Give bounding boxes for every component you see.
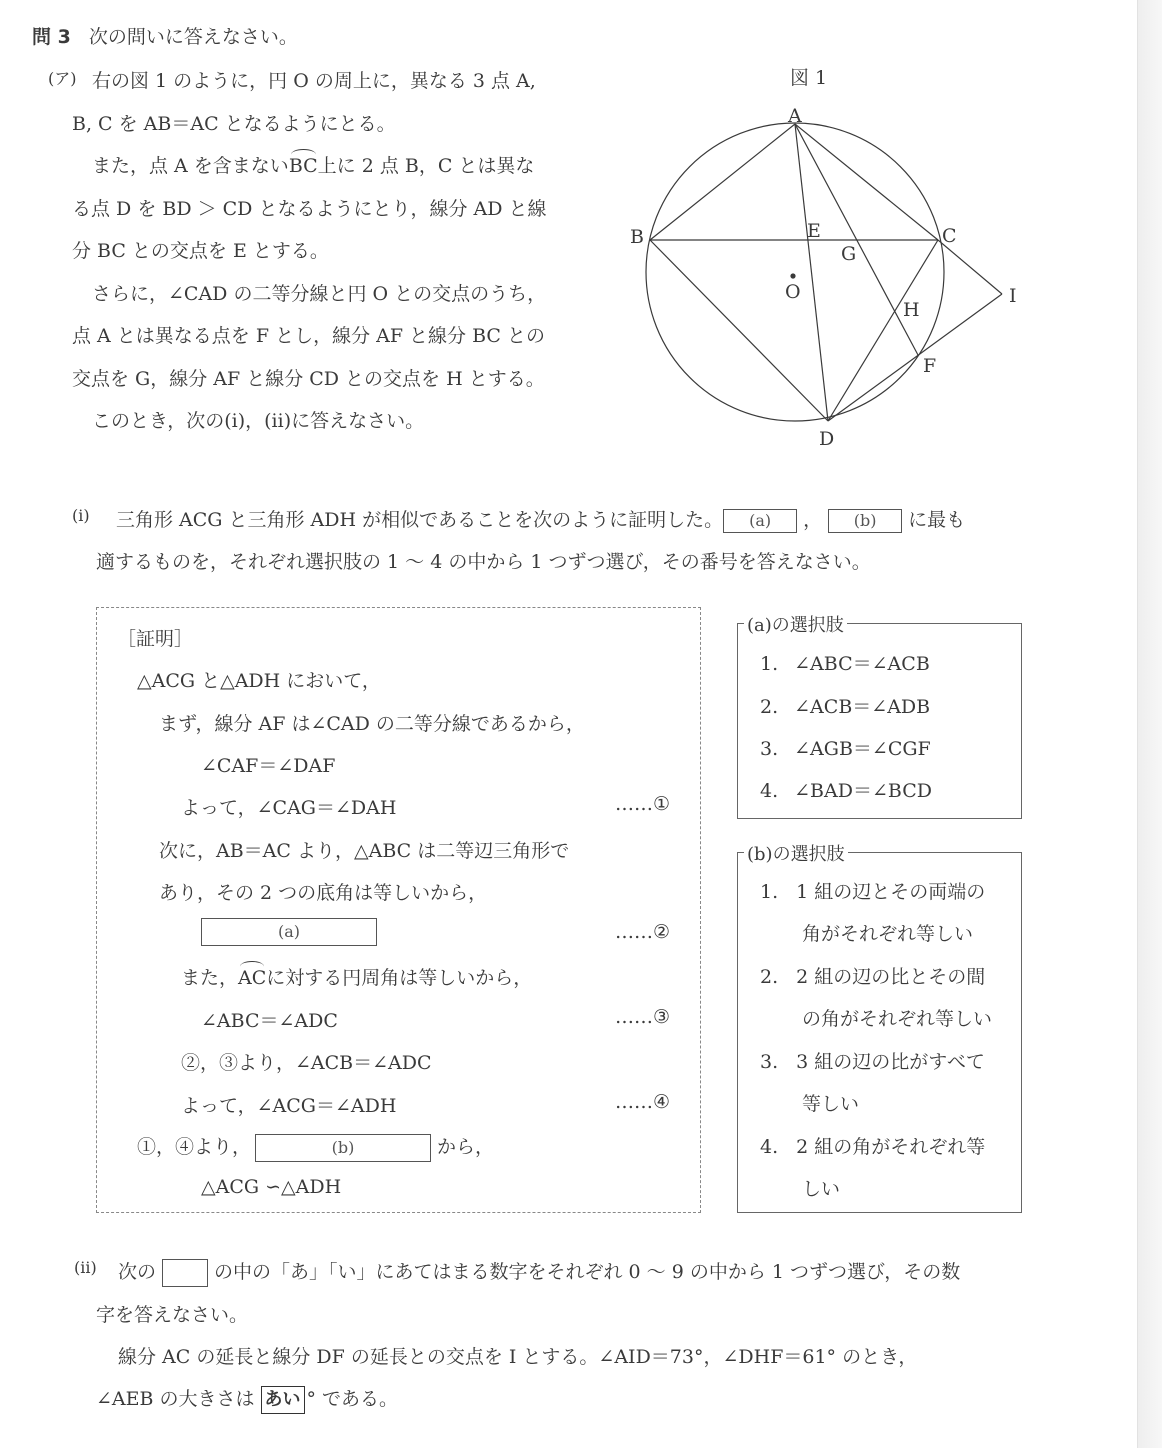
label-d: D xyxy=(819,428,835,450)
choice-b-3-num: 3. xyxy=(760,1051,779,1073)
part-a-line-1: 右の図 1 のように，円 O の周上に，異なる 3 点 A, xyxy=(92,70,536,92)
proof-mark-1: ……① xyxy=(615,793,671,815)
label-c: C xyxy=(942,225,957,247)
sub-i-comma: ， xyxy=(803,509,823,531)
part-a-line-8: 交点を G，線分 AF と線分 CD との交点を H とする。 xyxy=(72,368,545,390)
label-g: G xyxy=(841,243,857,265)
choice-a-1-text: ∠ABC＝∠ACB xyxy=(794,653,930,675)
figure-caption: 図 1 xyxy=(790,67,828,89)
proof-box xyxy=(96,607,701,1213)
proof-title: ［証明］ xyxy=(117,628,194,650)
choice-b-1 xyxy=(760,877,985,904)
proof-blank-a: (a) xyxy=(201,918,377,946)
center-o-dot xyxy=(790,273,795,278)
choice-b-4-line-2: しい xyxy=(802,1178,841,1200)
proof-line-11-pre: ①，④より， xyxy=(137,1136,252,1158)
choice-a-1 xyxy=(760,649,930,676)
choices-b-box xyxy=(737,844,1022,1213)
proof-line-5: 次に，AB＝AC より，△ABC は二等辺三角形で xyxy=(159,840,570,862)
choice-b-2-num: 2. xyxy=(760,966,779,988)
proof-line-11-post: から， xyxy=(437,1136,495,1158)
choice-b-4-line-1: 2 組の角がそれぞれ等 xyxy=(796,1136,986,1158)
proof-line-7 xyxy=(181,963,532,990)
proof-line-12: △ACG ∽△ADH xyxy=(201,1176,342,1198)
sub-ii-line-4 xyxy=(96,1384,398,1414)
choices-a-title: (a)の選択肢 xyxy=(744,611,847,637)
part-a-line-5: 分 BC との交点を E とする。 xyxy=(72,240,329,262)
proof-line-9: ②，③より，∠ACB＝∠ADC xyxy=(181,1052,432,1074)
choice-a-1-num: 1. xyxy=(760,653,779,675)
sub-ii-line-3: 線分 AC の延長と線分 DF の延長との交点を I とする。∠AID＝73°，∠DHF＝61° のとき， xyxy=(118,1346,918,1368)
proof-line-11 xyxy=(137,1132,494,1162)
proof-mark-3: ……③ xyxy=(615,1006,671,1028)
sub-i-line-1 xyxy=(116,505,965,533)
part-a-line-2: B, C を AB＝AC となるようにとる。 xyxy=(72,113,396,135)
proof-line-1: △ACG と△ADH において， xyxy=(137,670,381,692)
part-a-line-3 xyxy=(92,151,534,178)
choice-a-3-text: ∠AGB＝∠CGF xyxy=(794,738,931,760)
proof-line-8: ∠ABC＝∠ADC xyxy=(201,1010,338,1032)
choice-b-4 xyxy=(760,1132,985,1159)
sub-i-line-1-pre: 三角形 ACG と三角形 ADH が相似であることを次のように証明した。 xyxy=(116,509,724,531)
proof-line-4: よって，∠CAG＝∠DAH xyxy=(181,797,397,819)
choice-b-2-line-2: の角がそれぞれ等しい xyxy=(802,1008,993,1030)
arc-bc: BC xyxy=(288,155,318,177)
question-header xyxy=(32,22,298,49)
choice-b-2-line-1: 2 組の辺の比とその間 xyxy=(796,966,986,988)
sub-ii-line-1-post: の中の「あ」「い」にあてはまる数字をそれぞれ 0 ～ 9 の中から 1 つずつ選び，その数 xyxy=(214,1261,961,1283)
proof-blank-a-wrap xyxy=(201,918,377,946)
figure-lines xyxy=(646,123,1002,421)
label-o: O xyxy=(785,281,801,303)
sub-i-line-2: 適するものを，それぞれ選択肢の 1 ～ 4 の中から 1 つずつ選び，その番号を答えなさい。 xyxy=(96,551,871,573)
proof-line-6: あり，その 2 つの底角は等しいから， xyxy=(159,882,488,904)
proof-line-7-pre: また， xyxy=(181,967,239,989)
choice-b-3-line-2: 等しい xyxy=(802,1093,860,1115)
choice-a-4 xyxy=(760,776,932,803)
question-number: 問 3 xyxy=(32,26,71,48)
sub-ii-line-4-post: ° である。 xyxy=(306,1388,399,1410)
choice-a-4-num: 4. xyxy=(760,780,779,802)
choice-a-2 xyxy=(760,692,930,719)
choice-b-1-line-1: 1 組の辺とその両端の xyxy=(796,881,986,903)
part-a-line-4: る点 D を BD ＞ CD となるようにとり，線分 AD と線 xyxy=(72,198,547,220)
choice-a-2-num: 2. xyxy=(760,696,779,718)
choice-a-2-text: ∠ACB＝∠ADB xyxy=(794,696,931,718)
segment-cd xyxy=(828,240,938,421)
proof-line-2: まず，線分 AF は∠CAD の二等分線であるから， xyxy=(159,713,585,735)
choice-a-3 xyxy=(760,734,931,761)
sub-ii-empty-box xyxy=(162,1259,208,1287)
choices-b-title: (b)の選択肢 xyxy=(744,840,848,866)
choice-a-4-text: ∠BAD＝∠BCD xyxy=(794,780,932,802)
choice-b-4-num: 4. xyxy=(760,1136,779,1158)
sub-ii-label: (ⅱ) xyxy=(74,1258,97,1277)
part-a-line-3-post: 上に 2 点 B，C とは異な xyxy=(317,155,535,177)
part-a-label: (ア) xyxy=(48,69,77,88)
figure-1 xyxy=(610,60,1050,455)
sub-ii-line-1-pre: 次の xyxy=(118,1261,157,1283)
page-edge xyxy=(1137,0,1162,1448)
label-h: H xyxy=(903,299,920,321)
proof-line-3: ∠CAF＝∠DAF xyxy=(201,755,336,777)
segment-bd xyxy=(650,240,828,421)
sub-ii-line-1 xyxy=(118,1257,960,1287)
choice-b-1-num: 1. xyxy=(760,881,779,903)
answer-box-b-ref: (b) xyxy=(828,509,902,533)
part-a-line-6: さらに，∠CAD の二等分線と円 O との交点のうち， xyxy=(92,283,547,305)
circle-o xyxy=(646,123,944,421)
choice-b-1-line-2: 角がそれぞれ等しい xyxy=(802,923,974,945)
proof-blank-b: (b) xyxy=(255,1134,431,1162)
label-f: F xyxy=(923,355,937,377)
segment-ci xyxy=(938,240,1002,294)
proof-line-7-post: に対する円周角は等しいから， xyxy=(266,967,533,989)
choice-b-2 xyxy=(760,962,985,989)
proof-mark-4: ……④ xyxy=(615,1091,671,1113)
choices-a-box xyxy=(737,615,1022,819)
segment-ad xyxy=(795,124,828,421)
sub-ii-line-2: 字を答えなさい。 xyxy=(96,1304,249,1326)
answer-box-a-ref: (a) xyxy=(723,509,797,533)
choice-b-3-line-1: 3 組の辺の比がすべて xyxy=(796,1051,985,1073)
question-instruction: 次の問いに答えなさい。 xyxy=(88,26,298,48)
label-e: E xyxy=(807,220,821,242)
part-a-line-9: このとき，次の(ⅰ)，(ⅱ)に答えなさい。 xyxy=(92,410,425,432)
choice-b-3 xyxy=(760,1047,985,1074)
arc-ac: AC xyxy=(238,967,267,989)
label-i: I xyxy=(1009,285,1017,307)
sub-i-line-1-post: に最も xyxy=(908,509,966,531)
part-a-line-7: 点 A とは異なる点を F とし，線分 AF と線分 BC との xyxy=(72,325,545,347)
part-a-line-3-pre: また，点 A を含まない xyxy=(92,155,289,177)
proof-mark-2: ……② xyxy=(615,921,671,943)
label-a: A xyxy=(788,105,802,127)
answer-box-ai: あい xyxy=(261,1386,305,1414)
sub-ii-line-4-pre: ∠AEB の大きさは xyxy=(96,1388,255,1410)
proof-line-10: よって，∠ACG＝∠ADH xyxy=(181,1095,397,1117)
sub-i-label: (ⅰ) xyxy=(72,506,90,525)
label-b: B xyxy=(630,226,644,248)
choice-a-3-num: 3. xyxy=(760,738,779,760)
